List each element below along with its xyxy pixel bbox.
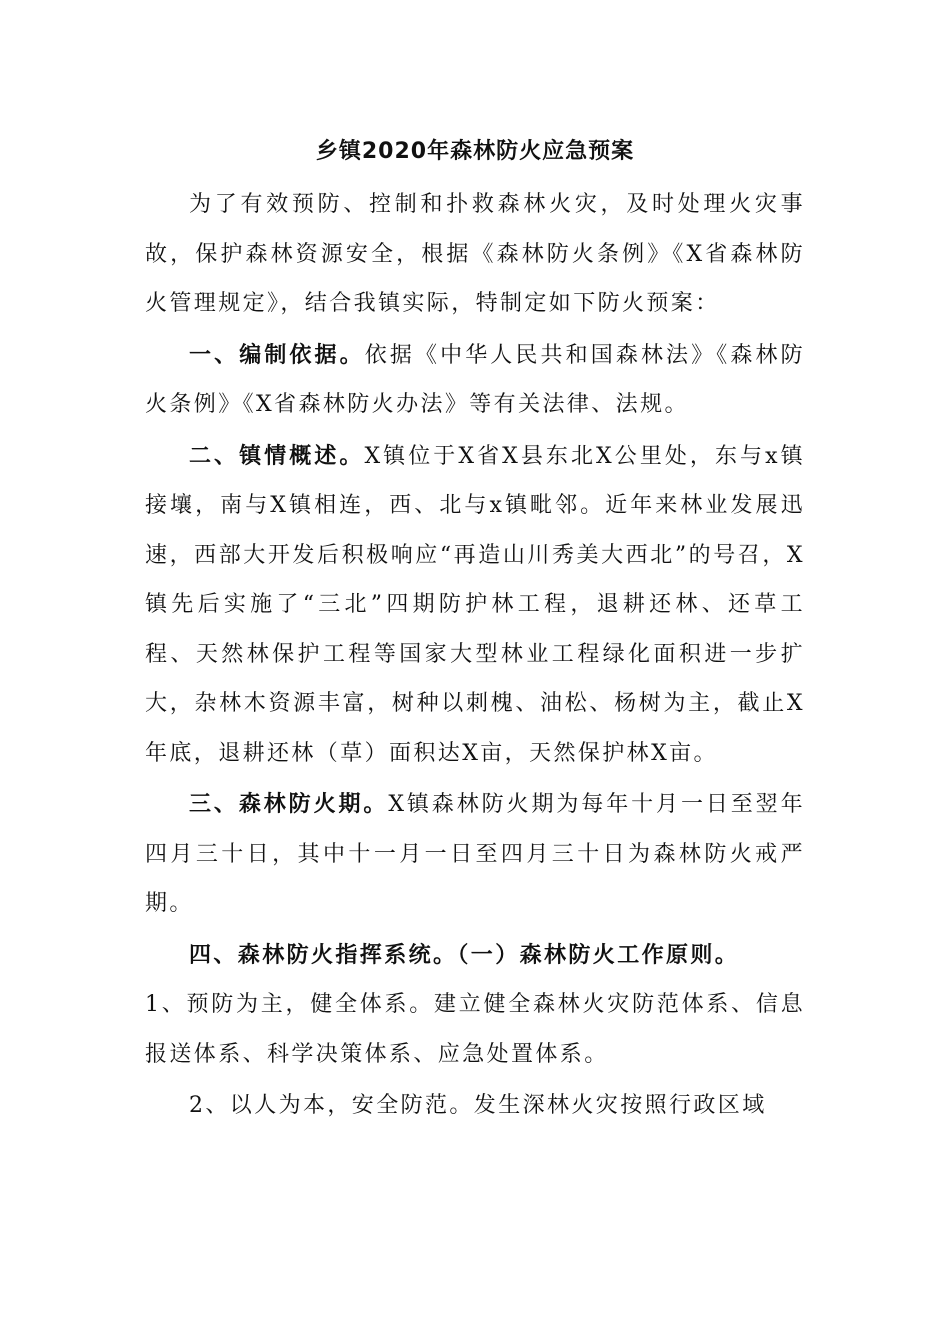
intro-paragraph: 为了有效预防、控制和扑救森林火灾，及时处理火灾事故，保护森林资源安全，根据《森林防火条例》《X省森林防火管理规定》，结合我镇实际，特制定如下防火预案： — [145, 192, 805, 316]
document-page — [145, 130, 805, 1131]
section-2-paragraph — [145, 432, 805, 779]
section-1-text: 依据《中华人民共和国森林法》《森林防火条例》《X省森林防火办法》等有关法律、法规。 — [145, 342, 805, 417]
document-title: 乡镇2020年森林防火应急预案 — [315, 139, 635, 164]
section-2-heading: 二、镇情概述。 — [189, 443, 365, 469]
section-2-text: X镇位于X省X县东北X公里处，东与x镇接壤，南与X镇相连，西、北与x镇毗邻。近年来林业发展迅速，西部大开发后积极响应“再造山川秀美大西北”的号召，X镇先后实施了“三北”四期防护林工程，退耕还林、还草工程、天然林保护工程等国家大型林业工程绿化面积进一步扩大，杂林木资源丰富，树种以刺槐、油松、杨树为主，截止X年底，退耕还林（草）面积达X亩，天然保护林X亩。 — [145, 443, 805, 766]
item-1-paragraph: 1、预防为主，健全体系。建立健全森林火灾防范体系、信息报送体系、科学决策体系、应急处置体系。 — [145, 992, 805, 1067]
section-3-heading: 三、森林防火期。 — [189, 792, 389, 817]
section-1-paragraph — [145, 331, 805, 430]
item-2-paragraph: 2、以人为本，安全防范。发生深林火灾按照行政区域 — [189, 1093, 767, 1118]
section-3-text: X镇森林防火期为每年十月一日至翌年四月三十日，其中十一月一日至四月三十日为森林防火戒严期。 — [145, 792, 805, 916]
section-3-paragraph — [145, 780, 805, 929]
section-1-heading: 一、编制依据。 — [189, 342, 365, 368]
section-4-heading: 四、森林防火指挥系统。（一）森林防火工作原则。 — [189, 942, 740, 968]
section-4-paragraph — [145, 931, 805, 981]
